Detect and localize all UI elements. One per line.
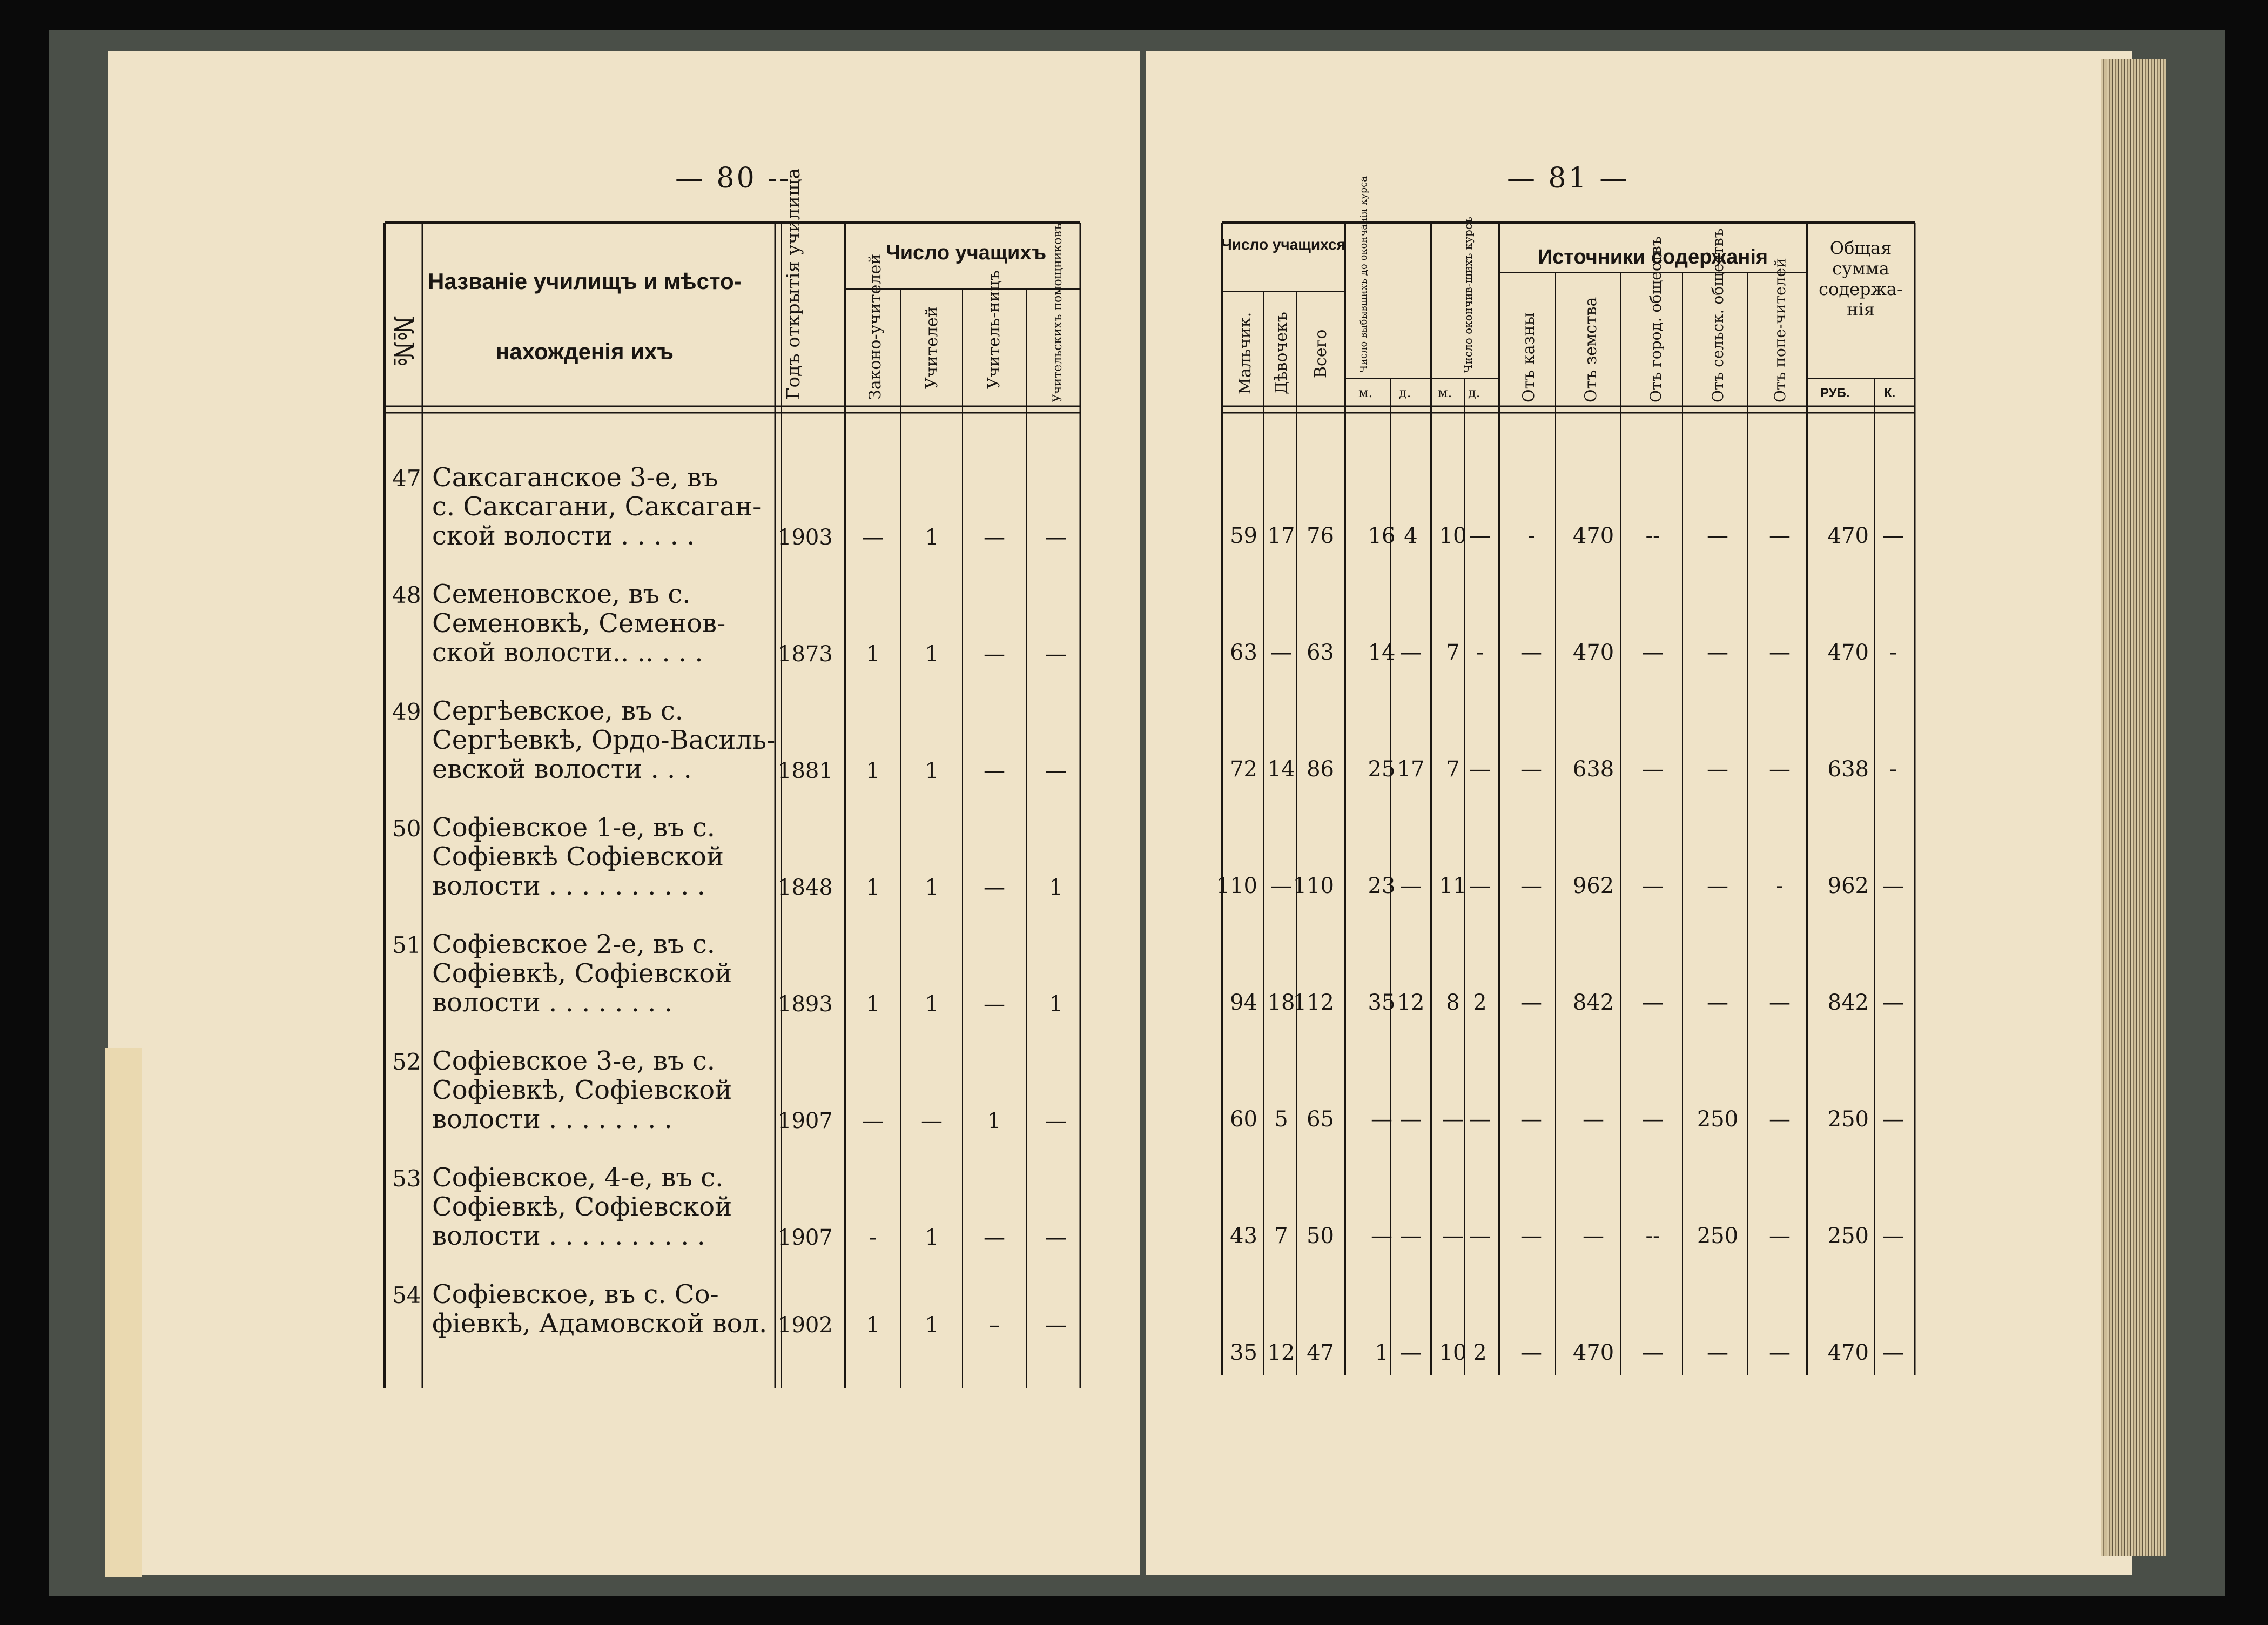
school-name-line: волости . . . . . . . . — [432, 988, 672, 1018]
count-uchitelei: 1 — [925, 642, 939, 667]
row-number: 50 — [392, 815, 421, 842]
dropout-boys: 35 — [1368, 990, 1396, 1015]
total-kop: — — [1882, 874, 1904, 898]
graduated-girls: — — [1469, 1107, 1491, 1132]
dropout-girls: 4 — [1404, 523, 1418, 548]
girls-count: — — [1270, 874, 1292, 898]
count-pomoshchnikov: — — [1045, 642, 1067, 667]
school-name-line: Софіевское, 4-е, въ с. — [432, 1163, 724, 1193]
source-rural: — — [1707, 640, 1728, 665]
boys-count: 60 — [1230, 1107, 1257, 1132]
graduated-girls: — — [1469, 874, 1491, 898]
source-trustees: — — [1769, 757, 1791, 782]
row-number: 48 — [392, 582, 421, 608]
count-pomoshchnikov: — — [1045, 1225, 1067, 1250]
header-total-sum: Общая сумма содержа-нія — [1819, 238, 1903, 320]
source-treasury: — — [1520, 1340, 1542, 1365]
count-zakonouchitelei: 1 — [866, 875, 880, 900]
girls-count: — — [1270, 640, 1292, 665]
count-zakonouchitelei: 1 — [866, 758, 880, 783]
year-opened: 1873 — [778, 642, 833, 667]
dropout-girls: 12 — [1397, 990, 1425, 1015]
header-graduated-m: м. — [1438, 385, 1452, 400]
source-city: — — [1642, 990, 1664, 1015]
header-rub: РУБ. — [1820, 386, 1850, 400]
source-treasury: - — [1527, 523, 1535, 548]
total-rub: 470 — [1827, 1340, 1869, 1365]
source-treasury: — — [1520, 1224, 1542, 1248]
dropout-boys: 23 — [1368, 874, 1396, 898]
graduated-boys: 10 — [1439, 1340, 1467, 1365]
header-graduated-f: д. — [1468, 385, 1480, 400]
boys-count: 94 — [1230, 990, 1257, 1015]
source-trustees: — — [1769, 1340, 1791, 1365]
count-uchitelnits: 1 — [987, 1109, 1001, 1133]
year-opened: 1902 — [778, 1313, 833, 1338]
header-no: №№ — [388, 315, 419, 367]
count-zakonouchitelei: - — [869, 1225, 877, 1250]
total-rub: 470 — [1827, 640, 1869, 665]
school-name-line: Софіевкѣ, Софіевской — [432, 1192, 732, 1222]
school-name-line: Софіевское, въ с. Со- — [432, 1279, 719, 1310]
total-students: 63 — [1307, 640, 1334, 665]
count-zakonouchitelei: — — [862, 525, 884, 550]
dropout-girls: — — [1400, 1340, 1422, 1365]
source-treasury: — — [1520, 1107, 1542, 1132]
header-col-pomoshchnikov: Учительскихъ помощниковъ — [1051, 223, 1065, 402]
header-sources-group: Источники содержанія — [1537, 246, 1768, 268]
school-name-line: Софіевкѣ, Софіевской — [432, 958, 732, 989]
dropout-girls: — — [1400, 640, 1422, 665]
year-opened: 1903 — [778, 525, 833, 550]
header-source-treasury: Отъ казны — [1519, 312, 1538, 402]
count-uchitelei: 1 — [925, 875, 939, 900]
girls-count: 17 — [1267, 523, 1295, 548]
header-year: Годъ открытія училища — [783, 168, 804, 400]
page-number-right: — 81 — — [1507, 162, 1630, 194]
dropout-boys: 1 — [1375, 1340, 1389, 1365]
dropout-boys: 16 — [1368, 523, 1396, 548]
source-city: — — [1642, 640, 1664, 665]
source-zemstvo: — — [1583, 1224, 1604, 1248]
header-source-city: Отъ город. обществъ — [1647, 236, 1665, 402]
graduated-girls: - — [1476, 640, 1484, 665]
graduated-boys: — — [1442, 1224, 1464, 1248]
header-graduated: Число окончив-шихъ курсъ — [1462, 217, 1475, 373]
dropout-girls: — — [1400, 1224, 1422, 1248]
total-kop: - — [1889, 757, 1897, 782]
count-zakonouchitelei: 1 — [866, 1313, 880, 1338]
total-kop: — — [1882, 1340, 1904, 1365]
school-name-line: волости . . . . . . . . — [432, 1104, 672, 1134]
header-source-zemstvo: Отъ земства — [1581, 297, 1600, 402]
header-dropout: Число выбывшихъ до окончанія курса — [1358, 176, 1369, 373]
school-name-line: Софіевкѣ, Софіевской — [432, 1075, 732, 1105]
school-name-line: с. Саксагани, Саксаган- — [432, 492, 762, 522]
total-rub: 470 — [1827, 523, 1869, 548]
total-kop: — — [1882, 1107, 1904, 1132]
dropout-boys: 14 — [1368, 640, 1396, 665]
header-boys: Мальчик. — [1236, 312, 1255, 394]
girls-count: 18 — [1267, 990, 1295, 1015]
count-uchitelei: 1 — [925, 1313, 939, 1338]
source-treasury: — — [1520, 640, 1542, 665]
total-kop: — — [1882, 990, 1904, 1015]
source-rural: — — [1707, 523, 1728, 548]
school-name-line: Софіевское 3-е, въ с. — [432, 1046, 716, 1076]
header-girls: Дѣвочекъ — [1272, 312, 1291, 394]
header-total-students: Всего — [1311, 329, 1330, 378]
total-rub: 962 — [1827, 874, 1869, 898]
count-uchitelnits: — — [984, 525, 1005, 550]
total-kop: - — [1889, 640, 1897, 665]
count-zakonouchitelei: — — [862, 1109, 884, 1133]
source-rural: 250 — [1697, 1107, 1739, 1132]
source-rural: — — [1707, 874, 1728, 898]
row-number: 52 — [392, 1049, 421, 1075]
source-rural: — — [1707, 990, 1728, 1015]
graduated-boys: 10 — [1439, 523, 1467, 548]
year-opened: 1907 — [778, 1225, 833, 1250]
count-zakonouchitelei: 1 — [866, 642, 880, 667]
source-trustees: — — [1769, 640, 1791, 665]
girls-count: 14 — [1267, 757, 1295, 782]
school-name-line: Софіевское 2-е, въ с. — [432, 929, 716, 959]
graduated-girls: — — [1469, 523, 1491, 548]
source-city: — — [1642, 1107, 1664, 1132]
boys-count: 59 — [1230, 523, 1257, 548]
total-students: 76 — [1307, 523, 1334, 548]
header-dropout-m: м. — [1358, 385, 1373, 400]
source-city: — — [1642, 757, 1664, 782]
header-col-uchitelei: Учителей — [923, 306, 941, 389]
girls-count: 5 — [1274, 1107, 1288, 1132]
year-opened: 1893 — [778, 992, 833, 1017]
source-trustees: - — [1776, 874, 1784, 898]
school-name-line: Софіевское 1-е, въ с. — [432, 812, 716, 843]
school-name-line: Сергѣевкѣ, Ордо-Василь- — [432, 725, 776, 755]
source-rural: 250 — [1697, 1224, 1739, 1248]
dropout-girls: 17 — [1397, 757, 1425, 782]
header-col-uchitelnits: Учитель-ницъ — [985, 270, 1004, 389]
row-number: 51 — [392, 932, 421, 958]
total-students: 65 — [1307, 1107, 1334, 1132]
school-name-line: волости . . . . . . . . . . — [432, 1221, 705, 1251]
year-opened: 1848 — [778, 875, 833, 900]
boys-count: 35 — [1230, 1340, 1257, 1365]
total-kop: — — [1882, 1224, 1904, 1248]
total-students: 112 — [1293, 990, 1334, 1015]
source-city: — — [1642, 1340, 1664, 1365]
row-number: 53 — [392, 1165, 421, 1192]
school-name-line: ской волости . . . . . — [432, 521, 695, 551]
total-rub: 250 — [1827, 1107, 1869, 1132]
source-city: — — [1642, 874, 1664, 898]
count-uchitelnits: – — [989, 1313, 1000, 1338]
source-zemstvo: 638 — [1572, 757, 1614, 782]
dropout-boys: 25 — [1368, 757, 1396, 782]
boys-count: 63 — [1230, 640, 1257, 665]
source-zemstvo: 962 — [1572, 874, 1614, 898]
total-students: 47 — [1307, 1340, 1334, 1365]
source-zemstvo: 470 — [1572, 640, 1614, 665]
header-name-line1: Названіе училищъ и мѣсто- — [428, 268, 742, 294]
header-students-group: Число учащихся — [1221, 236, 1345, 253]
count-pomoshchnikov: — — [1045, 758, 1067, 783]
graduated-boys: 8 — [1446, 990, 1460, 1015]
source-city: -- — [1645, 523, 1660, 548]
graduated-girls: — — [1469, 1224, 1491, 1248]
count-uchitelei: — — [921, 1109, 943, 1133]
count-uchitelnits: — — [984, 875, 1005, 900]
header-count-group: Число учащихъ — [886, 241, 1047, 264]
count-uchitelei: 1 — [925, 1225, 939, 1250]
header-kop: К. — [1884, 386, 1896, 400]
total-kop: — — [1882, 523, 1904, 548]
row-number: 49 — [392, 699, 421, 725]
graduated-boys: 7 — [1446, 640, 1460, 665]
school-name-line: Саксаганское 3-е, въ — [432, 462, 718, 493]
count-uchitelei: 1 — [925, 992, 939, 1017]
graduated-girls: — — [1469, 757, 1491, 782]
source-rural: — — [1707, 1340, 1728, 1365]
header-dropout-f: д. — [1399, 385, 1411, 400]
source-city: -- — [1645, 1224, 1660, 1248]
count-pomoshchnikov: — — [1045, 525, 1067, 550]
year-opened: 1881 — [778, 758, 833, 783]
school-name-line: ской волости.. .. . . . — [432, 637, 703, 668]
dropout-boys: — — [1371, 1224, 1392, 1248]
boys-count: 72 — [1230, 757, 1257, 782]
count-uchitelnits: — — [984, 642, 1005, 667]
source-treasury: — — [1520, 874, 1542, 898]
total-students: 86 — [1307, 757, 1334, 782]
total-rub: 842 — [1827, 990, 1869, 1015]
count-pomoshchnikov: — — [1045, 1109, 1067, 1133]
school-name-line: Семеновкѣ, Семенов- — [432, 608, 726, 639]
girls-count: 12 — [1267, 1340, 1295, 1365]
school-name-line: Сергѣевское, въ с. — [432, 696, 684, 726]
girls-count: 7 — [1274, 1224, 1288, 1248]
total-rub: 250 — [1827, 1224, 1869, 1248]
count-pomoshchnikov: 1 — [1049, 992, 1063, 1017]
source-zemstvo: 470 — [1572, 523, 1614, 548]
graduated-boys: 7 — [1446, 757, 1460, 782]
header-col-zakonouchitelei: Законо-учителей — [866, 253, 885, 400]
graduated-girls: 2 — [1473, 1340, 1487, 1365]
row-number: 54 — [392, 1282, 421, 1308]
count-uchitelei: 1 — [925, 758, 939, 783]
total-students: 110 — [1293, 874, 1334, 898]
count-uchitelnits: — — [984, 992, 1005, 1017]
source-trustees: — — [1769, 1107, 1791, 1132]
header-source-trustees: Отъ попе-чителей — [1771, 258, 1789, 402]
school-name-line: Семеновское, въ с. — [432, 579, 691, 609]
graduated-boys: — — [1442, 1107, 1464, 1132]
count-uchitelei: 1 — [925, 525, 939, 550]
source-zemstvo: 470 — [1572, 1340, 1614, 1365]
total-rub: 638 — [1827, 757, 1869, 782]
count-uchitelnits: — — [984, 758, 1005, 783]
source-treasury: — — [1520, 757, 1542, 782]
source-zemstvo: 842 — [1572, 990, 1614, 1015]
dropout-girls: — — [1400, 874, 1422, 898]
source-trustees: — — [1769, 523, 1791, 548]
school-name-line: евской волости . . . — [432, 754, 692, 784]
source-zemstvo: — — [1583, 1107, 1604, 1132]
count-zakonouchitelei: 1 — [866, 992, 880, 1017]
dropout-girls: — — [1400, 1107, 1422, 1132]
source-trustees: — — [1769, 1224, 1791, 1248]
graduated-girls: 2 — [1473, 990, 1487, 1015]
dropout-boys: — — [1371, 1107, 1392, 1132]
header-source-rural: Отъ сельск. обществъ — [1709, 228, 1727, 402]
count-pomoshchnikov: — — [1045, 1313, 1067, 1338]
page-number-left: — 80 -- — [675, 162, 791, 194]
source-treasury: — — [1520, 990, 1542, 1015]
source-trustees: — — [1769, 990, 1791, 1015]
year-opened: 1907 — [778, 1109, 833, 1133]
count-uchitelnits: — — [984, 1225, 1005, 1250]
boys-count: 43 — [1230, 1224, 1257, 1248]
total-students: 50 — [1307, 1224, 1334, 1248]
count-pomoshchnikov: 1 — [1049, 875, 1063, 900]
school-name-line: Софіевкѣ Софіевской — [432, 842, 724, 872]
row-number: 47 — [392, 465, 421, 492]
school-name-line: волости . . . . . . . . . . — [432, 871, 705, 901]
boys-count: 110 — [1216, 874, 1257, 898]
graduated-boys: 11 — [1439, 874, 1467, 898]
school-name-line: фіевкѣ, Адамовской вол. — [432, 1308, 768, 1339]
header-name-line2: нахожденія ихъ — [496, 339, 674, 364]
source-rural: — — [1707, 757, 1728, 782]
